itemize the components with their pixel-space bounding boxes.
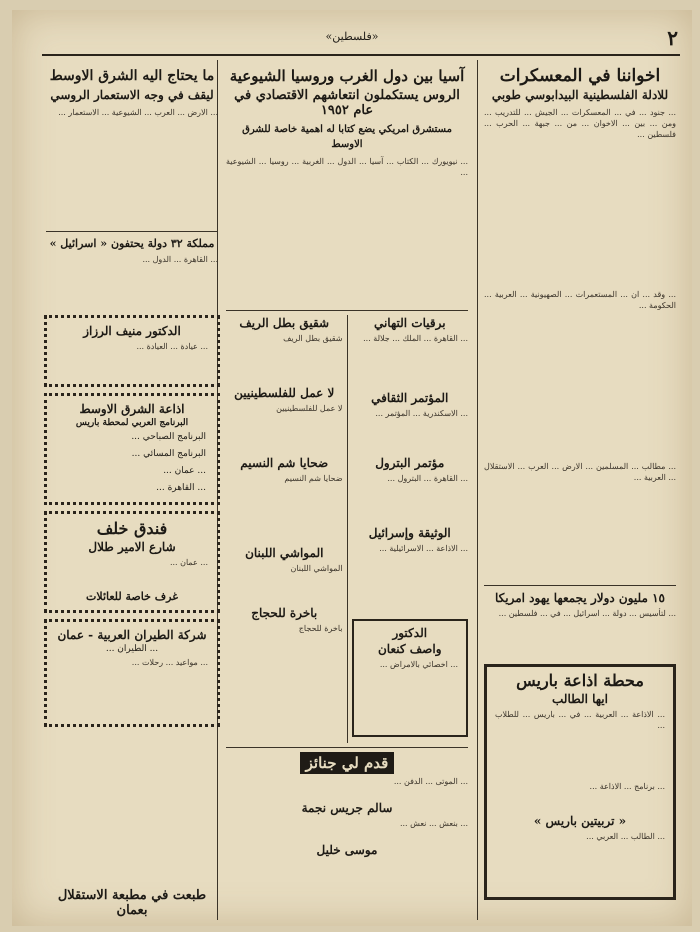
article-subhead-middle-east: ليقف في وجه الاستعمار الروسي [50,88,214,102]
doctor-kanaan-box [352,619,469,737]
funeral-ad-banner: قدم لي جنائز [300,752,395,774]
column-divider-right [477,60,478,920]
paris-radio-body: ... برنامج ... الاذاعة ... [589,782,665,791]
article-headline-32-states: مملكة ٣٢ دولة يحتفون « اسرائيل » [49,237,215,250]
funeral-ad-name: سالم جريس نجمة [301,801,393,815]
funeral-ad-body: ... الموتى ... الدفن ... [393,777,468,786]
hotel-title: فندق خلف [96,519,168,538]
paper-name: «فلسطين» [325,30,379,43]
radio-schedule-row: البرنامج المسائي ... [131,449,206,459]
funeral-ad-body: ... بنعش ... نعش ... [399,819,468,828]
divider [226,747,468,748]
article-subhead-russia: الروس يستكملون انتعاشهم الاقتصادي في عام ١٩٥٢ [234,88,460,118]
airline-title: شركة الطيران العربية - عمان [57,628,207,642]
airline-subtitle: ... الطيران ... [105,644,159,654]
doctor-name: واصف كنعان [377,642,442,656]
article-headline-camps: اخواننا في المعسكرات [499,66,661,86]
radio-subtitle: البرنامج العربي لمحطة باريس [75,418,189,428]
brief-body: ... الاسكندرية ... المؤتمر ... [375,409,468,418]
brief-title: مؤتمر البترول [375,456,445,470]
middle-column [222,60,472,920]
brief-title: شقيق بطل الريف [239,316,330,330]
article-subhead-book: مستشرق امريكي يضع كتابا له اهمية خاصة للشرق الاوسط [242,124,452,150]
brief-body: ... الاذاعة ... الاسرائيلية ... [379,544,468,553]
radio-title: اذاعة الشرق الاوسط [79,402,185,416]
brief-title: ضحايا شم النسيم [240,456,329,470]
brief-title: لا عمل للفلسطينيين [234,386,335,400]
airline-ad-box [44,619,220,727]
article-subhead-camps: للادلة الفلسطينية البيدابوسي طوبي [491,88,669,102]
funeral-ad [222,752,472,858]
paris-radio-title: محطة اذاعة باريس [516,671,644,690]
right-column [480,60,680,920]
brief-body: ... القاهرة ... الملك ... جلالة ... [363,334,468,343]
brief-body: ضحايا شم النسيم [284,474,343,483]
doctor-body: ... اخصائي بالامراض ... [379,660,458,669]
doctor-razzaz-box [44,315,220,387]
paris-radio-body: ... الطالب ... العربي ... [586,832,665,841]
news-brief-column [222,315,347,743]
hotel-subtitle: شارع الامير طلال [88,540,176,554]
article-body: ... وقد ... ان ... المستعمرات ... الصهيونية ... العربية ... الحكومة ... [484,290,676,310]
brief-body: المواشي اللبنان [290,564,343,573]
article-headline-asia: آسيا بين دول الغرب وروسيا الشيوعية [229,67,465,85]
funeral-ad-name: موسى خليل [316,843,378,857]
divider [46,231,218,232]
paris-radio-sub: ايها الطالب [552,692,608,706]
paris-radio-quote: « تربيتين باريس » [533,814,627,828]
divider [484,585,676,586]
article-body: ... مطالب ... المسلمين ... الارض ... العرب ... الاستقلال ... العربية ... [484,462,676,482]
doctor-razzaz-body: ... عيادة ... العيادة ... [136,342,208,351]
news-briefs [222,315,472,743]
header-rule [42,54,680,56]
radio-schedule-box [44,393,220,505]
brief-title: باخرة للحجاج [251,606,318,620]
article-body: ... الارض ... العرب ... الشيوعية ... الاستعمار ... [58,108,218,117]
brief-title: الوثيقة وإسرائيل [368,526,451,540]
doctor-razzaz-title: الدكتور منيف الرزاز [83,324,181,338]
brief-title: برقيات التهاني [373,316,446,330]
page-number: ٢ [667,26,678,50]
printer-footer: طبعت في مطبعة الاستقلال بعمان [57,888,207,918]
brief-body: شقيق بطل الريف [283,334,343,343]
article-body: ... لتأسيس ... دولة ... اسرائيل ... في ... فلسطين ... [498,609,676,618]
radio-schedule-row: ... القاهرة ... [156,483,206,493]
paris-radio-box [484,664,676,900]
brief-title: المواشي اللبنان [245,546,324,560]
article-body: ... جنود ... في ... المعسكرات ... الجيش ... للتدريب ... ومن ... بين ... الاخوان ... من ... جبهة ... الحرب ... فلسطين ... [484,108,676,139]
radio-schedule-row: البرنامج الصباحي ... [131,432,206,442]
hotel-note: غرف خاصة للعائلات [86,590,178,603]
news-brief-column [347,315,473,743]
left-column [42,60,222,920]
brief-body: لا عمل للفلسطينيين [276,404,343,413]
article-body: ... نيويورك ... الكتاب ... آسيا ... الدول ... الغربية ... روسيا ... الشيوعية ... [226,157,468,177]
brief-body: ... القاهرة ... البترول ... [387,474,468,483]
article-headline-middle-east: ما يحتاج اليه الشرق الاوسط [49,68,215,84]
airline-body: ... مواعيد ... رحلات ... [131,658,208,667]
brief-body: باخرة للحجاج [298,624,343,633]
brief-title: المؤتمر الثقافي [371,391,449,405]
doctor-title: الدكتور [392,626,428,640]
article-body: ... القاهرة ... الدول ... [142,255,218,264]
divider [226,310,468,311]
hotel-body: ... عمان ... [169,558,208,567]
paris-radio-body: ... الاذاعة ... العربية ... في ... باريس ... للطلاب ... [495,710,665,730]
newspaper-page [12,10,692,926]
article-headline-donations: ١٥ مليون دولار يجمعها يهود امريكا [494,591,665,605]
hotel-ad-box [44,511,220,613]
radio-schedule-row: ... عمان ... [163,466,206,476]
